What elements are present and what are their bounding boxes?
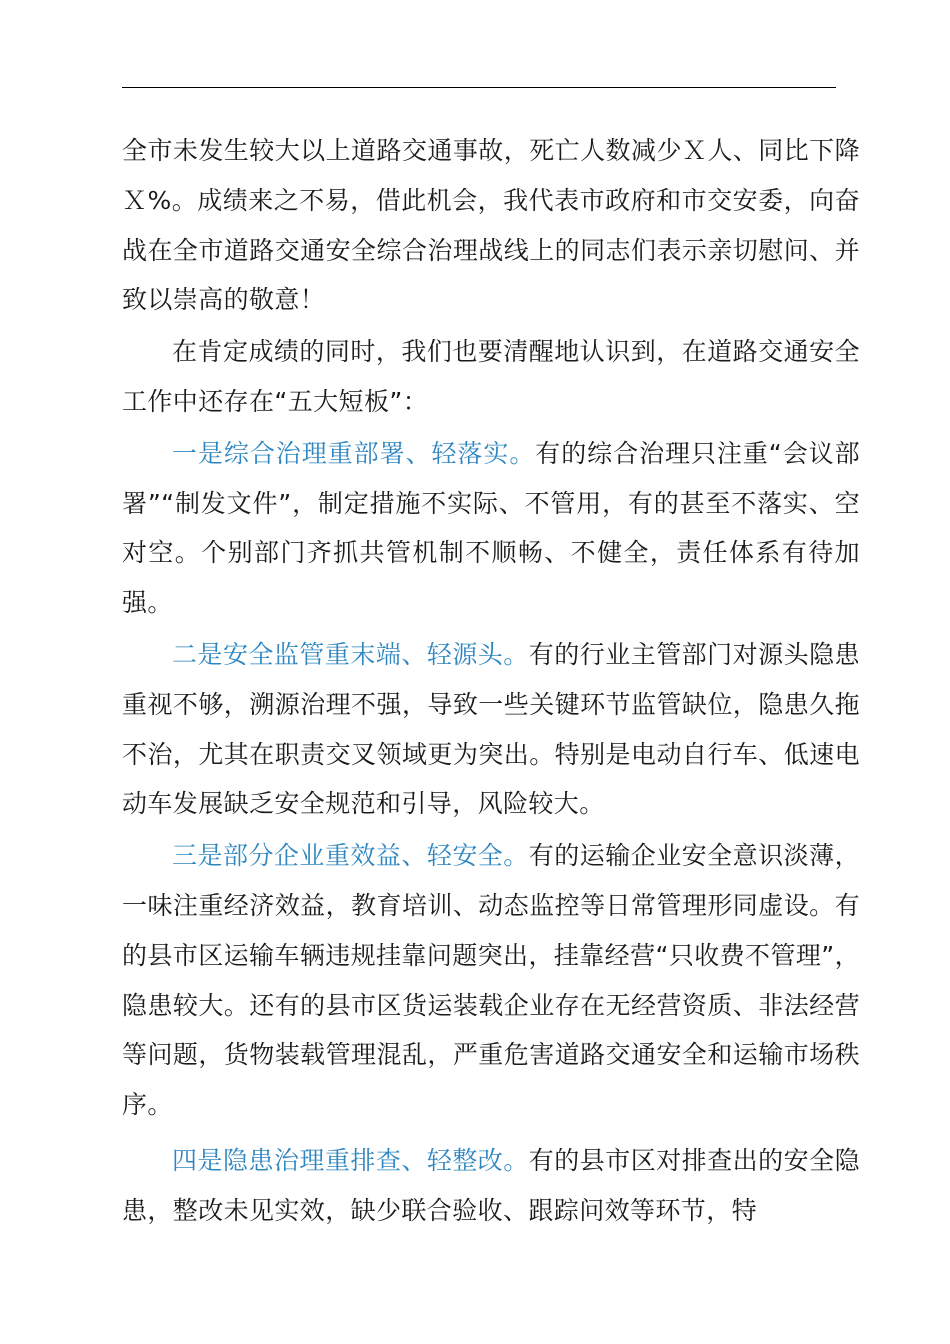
paragraph-text: 全市未发生较大以上道路交通事故，死亡人数减少Ｘ人、同比下降Ｘ%。成绩来之不易，借此机会，我代表市政府和市交安委，向奋战在全市道路交通安全综合治理战线上的同志们表示亲切慰问、并致以崇高的敬意！ <box>122 136 860 315</box>
paragraph-shortcomings-intro <box>122 327 860 427</box>
paragraph-lead-heading: 二是安全监管重末端、轻源头。 <box>172 639 529 669</box>
paragraph-results <box>122 126 860 325</box>
paragraph-text: 有的运输企业安全意识淡薄，一味注重经济效益，教育培训、动态监控等日常管理形同虚设。有的县市区运输车辆违规挂靠问题突出，挂靠经营“只收费不管理”，隐患较大。还有的县市区货运装载企业存在无经营资质、非法经营等问题，货物装载管理混乱，严重危害道路交通安全和运输市场秩序。 <box>122 841 860 1120</box>
paragraph-shortcoming-1 <box>122 429 860 628</box>
paragraph-text: 有的行业主管部门对源头隐患重视不够，溯源治理不强，导致一些关键环节监管缺位，隐患久拖不治，尤其在职责交叉领域更为突出。特别是电动自行车、低速电动车发展缺乏安全规范和引导，风险较大。 <box>122 639 860 819</box>
paragraph-text: 在肯定成绩的同时，我们也要清醒地认识到，在道路交通安全工作中还存在“五大短板”： <box>122 337 860 416</box>
paragraph-shortcoming-3 <box>122 831 860 1130</box>
paragraph-text: 有的综合治理只注重“会议部署”“制发文件”，制定措施不实际、不管用，有的甚至不落实、空对空。个别部门齐抓共管机制不顺畅、不健全，责任体系有待加强。 <box>122 438 861 618</box>
paragraph-lead-heading: 四是隐患治理重排查、轻整改。 <box>172 1145 529 1175</box>
paragraph-lead-heading: 一是综合治理重部署、轻落实。 <box>172 438 536 468</box>
header-rule <box>122 87 836 88</box>
paragraph-shortcoming-4 <box>122 1136 860 1236</box>
paragraph-lead-heading: 三是部分企业重效益、轻安全。 <box>172 841 529 871</box>
paragraph-text: 有的县市区对排查出的安全隐患，整改未见实效，缺少联合验收、跟踪问效等环节，特 <box>122 1145 860 1225</box>
paragraph-shortcoming-2 <box>122 630 860 829</box>
document-body <box>122 126 860 1236</box>
